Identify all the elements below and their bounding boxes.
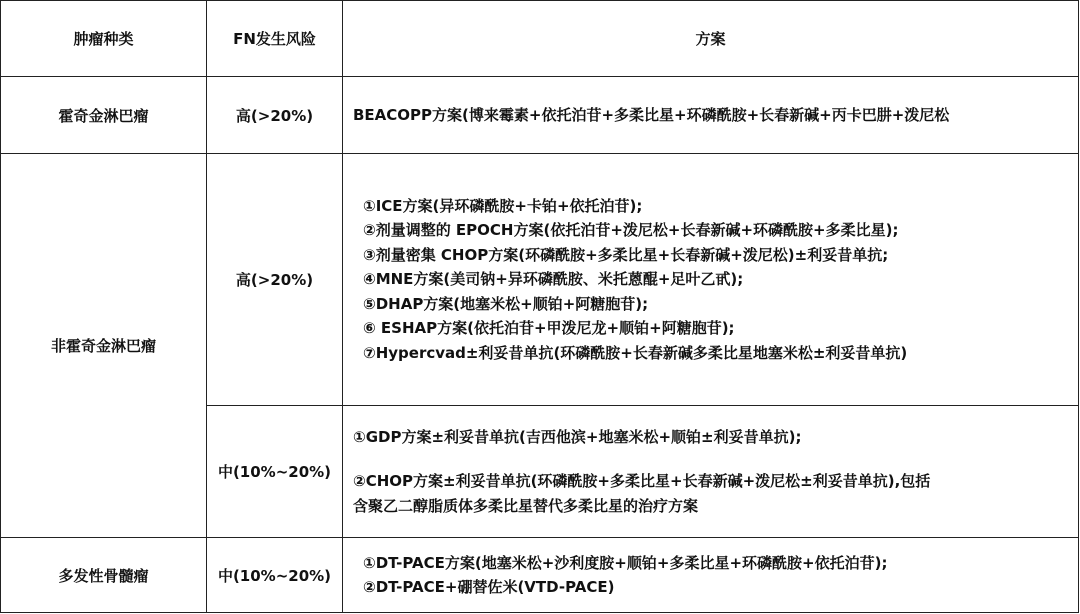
header-fn-risk: FN发生风险 <box>207 1 343 77</box>
plan-cell <box>343 538 1079 613</box>
plan-cell <box>343 406 1079 538</box>
tumor-cell: 多发性骨髓瘤 <box>1 538 207 613</box>
tumor-cell: 霍奇金淋巴瘤 <box>1 77 207 154</box>
table-row <box>1 538 1079 613</box>
plan-item: BEACOPP方案(博来霉素+依托泊苷+多柔比星+环磷酰胺+长春新碱+丙卡巴肼+泼尼松 <box>353 105 950 124</box>
risk-cell: 高(>20%) <box>207 77 343 154</box>
plan-item: ①DT-PACE方案(地塞米松+沙利度胺+顺铂+多柔比星+环磷酰胺+依托泊苷); <box>363 553 888 572</box>
risk-cell: 中(10%~20%) <box>207 406 343 538</box>
plan-item: ②DT-PACE+硼替佐米(VTD-PACE) <box>363 578 615 596</box>
plan-cell <box>343 154 1079 406</box>
plan-item: ①ICE方案(异环磷酰胺+卡铂+依托泊苷); <box>363 196 643 215</box>
tumor-cell: 非霍奇金淋巴瘤 <box>1 154 207 538</box>
table-row <box>1 154 1079 406</box>
plan-item: ②剂量调整的 EPOCH方案(依托泊苷+泼尼松+长春新碱+环磷酰胺+多柔比星); <box>363 221 899 240</box>
plan-item: 含聚乙二醇脂质体多柔比星替代多柔比星的治疗方案 <box>353 496 699 515</box>
header-row <box>1 1 1079 77</box>
plan-item: ⑤DHAP方案(地塞米松+顺铂+阿糖胞苷); <box>363 294 649 313</box>
plan-item: ①GDP方案±利妥昔单抗(吉西他滨+地塞米松+顺铂±利妥昔单抗); <box>353 427 802 446</box>
plan-item: ②CHOP方案±利妥昔单抗(环磷酰胺+多柔比星+长春新碱+泼尼松±利妥昔单抗),包括 <box>353 472 931 491</box>
plan-cell <box>343 77 1079 154</box>
risk-cell: 高(>20%) <box>207 154 343 406</box>
header-plan: 方案 <box>343 1 1079 77</box>
risk-cell: 中(10%~20%) <box>207 538 343 613</box>
header-tumor-type: 肿瘤种类 <box>1 1 207 77</box>
plan-item: ④MNE方案(美司钠+异环磷酰胺、米托蒽醌+足叶乙甙); <box>363 270 744 289</box>
plan-item: ⑦Hypercvad±利妥昔单抗(环磷酰胺+长春新碱多柔比星地塞米松±利妥昔单抗) <box>363 343 908 362</box>
plan-item: ⑥ ESHAP方案(依托泊苷+甲泼尼龙+顺铂+阿糖胞苷); <box>363 319 735 338</box>
plan-item: ③剂量密集 CHOP方案(环磷酰胺+多柔比星+长春新碱+泼尼松)±利妥昔单抗; <box>363 245 889 264</box>
table-row <box>1 77 1079 154</box>
